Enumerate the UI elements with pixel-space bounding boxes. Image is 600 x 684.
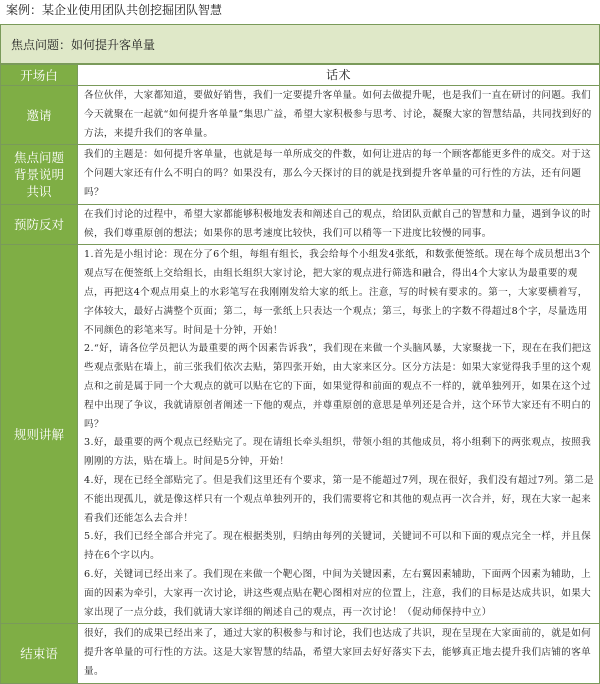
row-focus-background <box>1 145 600 204</box>
script-paragraph: 4.好，现在已经全部贴完了。但是我们这里还有个要求，第一是不能超过7列，现在很好，我们没有超过7列。第二是不能出现孤儿，就是像这样只有一个观点单独列开的，我们需要将它和其他的观点再一次合并，好，现在大家一起来看我们还能怎么去合并！ <box>84 474 595 524</box>
script-table <box>0 64 600 684</box>
row-label-line: 邀请 <box>26 107 52 123</box>
row-content <box>78 624 600 683</box>
row-prevent-objection <box>1 204 600 245</box>
row-label <box>1 86 78 145</box>
row-label-line: 结束语 <box>20 646 58 661</box>
script-paragraph: 5.好，我们已经全部合并完了。现在根据类别，归纳由每列的关键词，关键词不可以和下面的观点完全一样，并且保持在6个字以内。 <box>84 531 592 562</box>
row-label-line: 规则讲解 <box>13 426 64 442</box>
header-opening: 开场白 <box>1 65 78 86</box>
row-label-line: 背景说明 <box>13 167 64 183</box>
row-label <box>1 145 78 204</box>
row-invite <box>1 86 600 145</box>
row-label-line: 共识 <box>26 184 52 200</box>
script-paragraph: 在我们讨论的过程中，希望大家都能够积极地发表和阐述自己的观点，给团队贡献自己的智慧和力量，遇到争议的时候，我们尊重原创的想法；如果你的思考速度比较快，我们可以稍等一下进度比较慢的同事。 <box>84 208 592 239</box>
row-label <box>1 204 78 245</box>
script-paragraph: 6.好，关键词已经出来了。我们现在来做一个靶心图，中间为关键因素，左右翼因素辅助，下面两个因素为辅助，上面的因素为牵引，大家再一次讨论，讲这些观点贴在靶心图相对应的位置上，注意，我们的目标是达成共识，如果大家出现了一点分歧，我们就请大家详细的阐述自己的观点，再一次讨论！（促动师保持中立） <box>84 568 592 618</box>
header-script: 话术 <box>78 65 600 86</box>
script-paragraph: 很好，我们的成果已经出来了，通过大家的积极参与和讨论，我们也达成了共识，现在呈现在大家面前的，就是如何提升客单量的可行性的方法。这是大家智慧的结晶，希望大家回去好好落实下去，能够真正地去提升我们店铺的客单量。 <box>84 628 592 677</box>
row-content <box>78 245 600 624</box>
row-content <box>78 145 600 204</box>
script-paragraph: 1.首先是小组讨论：现在分了6个组，每组有组长，我会给每个小组发4张纸，和数张便签纸。现在每个成员想出3个观点写在便签纸上交给组长，由组长组织大家讨论，把大家的观点进行筛选和融合，得出4个大家认为最重要的观点，再把这4个观点用桌上的水彩笔写在我刚刚发给大家的纸上。注意，写的时候有要求的。第一，大家要横着写，字体较大，最好占满整个页面；第二，每一张纸上只表达一个观点；第三，每张上的字数不得超过8个字，尽量选用不同颜色的彩笔来写。时间是十分钟，开始！ <box>84 249 591 336</box>
row-label <box>1 624 78 683</box>
focus-question-text: 焦点问题：如何提升客单量 <box>11 38 156 52</box>
row-content <box>78 204 600 245</box>
row-label <box>1 245 78 624</box>
focus-question-banner <box>0 24 600 64</box>
script-paragraph: 各位伙伴，大家都知道，要做好销售，我们一定要提升客单量。如何去做提升呢，也是我们一直在研讨的问题。我们今天就聚在一起就“如何提升客单量”集思广益，希望大家积极参与思考、讨论，凝聚大家的智慧结晶，共同找到好的方法，来提升我们的客单量。 <box>84 90 592 139</box>
case-title: 案例：某企业使用团队共创挖掘团队智慧 <box>6 3 223 17</box>
script-paragraph: 2.“好，请各位学员把认为最重要的两个因素告诉我”，我们现在来做一个头脑风暴，大家聚拢一下，现在在我们把这些观点张贴在墙上，前三张我们依次去贴，第四张开始，由大家来区分。区分方法是：如果大家觉得我手里的这个观点和之前是属于同一个大观点的就可以贴在它的下面，如果觉得和前面的观点不一样的，就单独列开，如果在这个过程中出现了争议，我就请原创者阐述一下他的观点，并尊重原创的意思是单列还是合并，这个环节大家还有不明白的吗？ <box>84 343 592 430</box>
table-header-row <box>1 65 600 86</box>
row-rules <box>1 245 600 624</box>
script-paragraph: 我们的主题是：如何提升客单量，也就是每一单所成交的件数，如何让进店的每一个顾客都能更多件的成交。对于这个问题大家还有什么不明白的吗？如果没有，那么今天探讨的目的就是找到提升客单量的可行性的方法，还有问题吗？ <box>84 149 592 198</box>
row-closing <box>1 624 600 683</box>
row-content <box>78 86 600 145</box>
script-paragraph: 3.好，最重要的两个观点已经贴完了。现在请组长牵头组织，带领小组的其他成员，将小组剩下的两张观点，按照我刚刚的方法，贴在墙上。时间是5分钟，开始！ <box>84 437 592 468</box>
row-label-line: 预防反对 <box>13 217 64 233</box>
row-label-line: 焦点问题 <box>13 150 64 166</box>
